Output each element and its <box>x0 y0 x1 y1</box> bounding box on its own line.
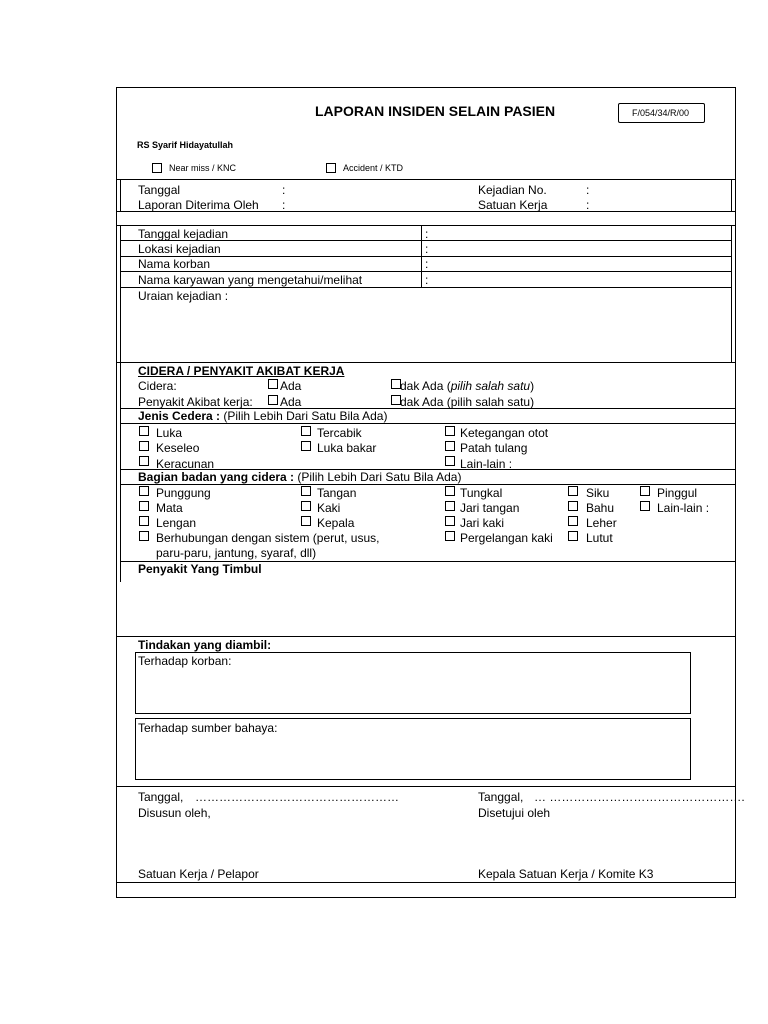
jari-tangan-checkbox[interactable] <box>445 501 455 511</box>
divider <box>116 786 736 787</box>
colon: : <box>282 183 286 197</box>
bagian-item: Bahu <box>586 501 615 515</box>
bagian-item: Mata <box>156 501 183 515</box>
sumber-label: Terhadap sumber bahaya: <box>138 721 278 735</box>
jenis-item: Patah tulang <box>460 441 528 455</box>
bagian-item: Pinggul <box>657 486 698 500</box>
pak-ada-checkbox[interactable] <box>268 395 278 405</box>
lutut-checkbox[interactable] <box>568 531 578 541</box>
colon: : <box>282 198 286 212</box>
frame-left <box>116 87 117 897</box>
ada-label: Ada <box>280 379 302 393</box>
footer-dots-right: … …………………………………………. <box>534 790 745 804</box>
keseleo-checkbox[interactable] <box>139 441 149 451</box>
uraian-label: Uraian kejadian : <box>138 289 229 303</box>
tidak-ada-label: dak Ada (pilih salah satu) <box>400 395 535 409</box>
bagian-lain-lain-checkbox[interactable] <box>640 501 650 511</box>
jenis-item: Keracunan <box>156 457 215 471</box>
form-code: F/054/34/R/00 <box>632 108 690 118</box>
luka-bakar-checkbox[interactable] <box>301 441 311 451</box>
kepala-checkbox[interactable] <box>301 516 311 526</box>
form-title: LAPORAN INSIDEN SELAIN PASIEN <box>315 103 556 119</box>
divider <box>116 211 736 212</box>
tidak-ada-label: dak Ada (pilih salah satu) <box>400 379 535 393</box>
divider <box>120 225 121 362</box>
divider <box>116 362 736 363</box>
colon: : <box>425 257 429 271</box>
divider <box>120 287 731 288</box>
leher-checkbox[interactable] <box>568 516 578 526</box>
jenis-heading: Jenis Cedera : (Pilih Lebih Dari Satu Bila Ada) <box>138 409 388 423</box>
divider <box>120 484 735 485</box>
penyakit-heading: Penyakit Yang Timbul <box>138 562 262 576</box>
bagian-item: Berhubungan dengan sistem (perut, usus, <box>156 531 380 545</box>
disusun-label: Disusun oleh, <box>138 806 211 820</box>
bagian-item: Tangan <box>317 486 357 500</box>
hospital-name: RS Syarif Hidayatullah <box>137 140 234 150</box>
colon: : <box>586 183 590 197</box>
jenis-item: Luka bakar <box>317 441 377 455</box>
footer-tanggal-right: Tanggal, <box>478 790 524 804</box>
bagian-item: Lutut <box>586 531 613 545</box>
sistem-checkbox[interactable] <box>139 531 149 541</box>
bagian-item: paru-paru, jantung, syaraf, dll) <box>156 546 317 560</box>
tungkal-checkbox[interactable] <box>445 486 455 496</box>
footer-tanggal-left: Tanggal, <box>138 790 184 804</box>
kepala-label: Kepala Satuan Kerja / Komite K3 <box>478 867 654 881</box>
divider <box>731 225 732 362</box>
jenis-lain-lain-checkbox[interactable] <box>445 456 455 466</box>
tercabik-checkbox[interactable] <box>301 426 311 436</box>
tanggal-kejadian-label: Tanggal kejadian <box>138 227 229 241</box>
diterima-label: Laporan Diterima Oleh <box>138 198 259 212</box>
jenis-item: Lain-lain : <box>460 457 513 471</box>
near-miss-label: Near miss / KNC <box>169 163 237 173</box>
divider <box>120 423 735 424</box>
bagian-item: Tungkal <box>460 486 503 500</box>
near-miss-checkbox[interactable] <box>152 163 162 173</box>
accident-checkbox[interactable] <box>326 163 336 173</box>
pergelangan-kaki-checkbox[interactable] <box>445 531 455 541</box>
divider <box>735 362 736 582</box>
divider <box>116 882 736 883</box>
jenis-item: Luka <box>156 426 183 440</box>
pinggul-checkbox[interactable] <box>640 486 650 496</box>
divider <box>116 179 736 180</box>
mata-checkbox[interactable] <box>139 501 149 511</box>
divider <box>120 362 121 582</box>
divider <box>116 636 736 637</box>
bagian-item: Siku <box>586 486 610 500</box>
lokasi-label: Lokasi kejadian <box>138 242 221 256</box>
kaki-checkbox[interactable] <box>301 501 311 511</box>
cidera-ada-checkbox[interactable] <box>268 379 278 389</box>
divider <box>731 179 732 211</box>
jenis-item: Tercabik <box>317 426 362 440</box>
colon: : <box>425 273 429 287</box>
form-code-box <box>618 103 705 123</box>
bagian-item: Punggung <box>156 486 211 500</box>
frame-bottom <box>116 897 736 898</box>
divider <box>116 225 736 226</box>
bagian-item: Pergelangan kaki <box>460 531 553 545</box>
cidera-heading: CIDERA / PENYAKIT AKIBAT KERJA <box>138 364 345 378</box>
jari-kaki-checkbox[interactable] <box>445 516 455 526</box>
bagian-item: Lain-lain : <box>657 501 710 515</box>
bagian-item: Leher <box>586 516 617 530</box>
siku-checkbox[interactable] <box>568 486 578 496</box>
divider <box>120 271 731 272</box>
cidera-label: Cidera: <box>138 379 177 393</box>
bagian-item: Kepala <box>317 516 355 530</box>
korban-box[interactable] <box>135 652 691 714</box>
nama-karyawan-label: Nama karyawan yang mengetahui/melihat <box>138 273 363 287</box>
satuan-kerja-label: Satuan Kerja <box>478 198 548 212</box>
ada-label: Ada <box>280 395 302 409</box>
colon: : <box>425 242 429 256</box>
korban-label: Terhadap korban: <box>138 654 232 668</box>
divider <box>120 179 121 211</box>
bagian-item: Kaki <box>317 501 341 515</box>
sumber-box[interactable] <box>135 718 691 780</box>
patah-tulang-checkbox[interactable] <box>445 441 455 451</box>
frame-top <box>116 87 736 88</box>
disetujui-label: Disetujui oleh <box>478 806 551 820</box>
keracunan-checkbox[interactable] <box>139 456 149 466</box>
bagian-heading: Bagian badan yang cidera : (Pilih Lebih Dari Satu Bila Ada) <box>138 470 462 484</box>
nama-korban-label: Nama korban <box>138 257 211 271</box>
ketegangan-otot-checkbox[interactable] <box>445 426 455 436</box>
bagian-item: Lengan <box>156 516 197 530</box>
colon: : <box>425 227 429 241</box>
bahu-checkbox[interactable] <box>568 501 578 511</box>
pak-label: Penyakit Akibat kerja: <box>138 395 253 409</box>
tangan-checkbox[interactable] <box>301 486 311 496</box>
accident-label: Accident / KTD <box>343 163 404 173</box>
luka-checkbox[interactable] <box>139 426 149 436</box>
footer-dots-left: …………………………………………… <box>195 790 399 804</box>
colon: : <box>586 198 590 212</box>
pelapor-label: Satuan Kerja / Pelapor <box>138 867 259 881</box>
tanggal-label: Tanggal <box>138 183 181 197</box>
tindakan-heading: Tindakan yang diambil: <box>138 638 272 652</box>
bagian-item: Jari kaki <box>460 516 505 530</box>
jenis-item: Ketegangan otot <box>460 426 549 440</box>
lengan-checkbox[interactable] <box>139 516 149 526</box>
bagian-item: Jari tangan <box>460 501 520 515</box>
kejadian-no-label: Kejadian No. <box>478 183 547 197</box>
punggung-checkbox[interactable] <box>139 486 149 496</box>
jenis-item: Keseleo <box>156 441 200 455</box>
